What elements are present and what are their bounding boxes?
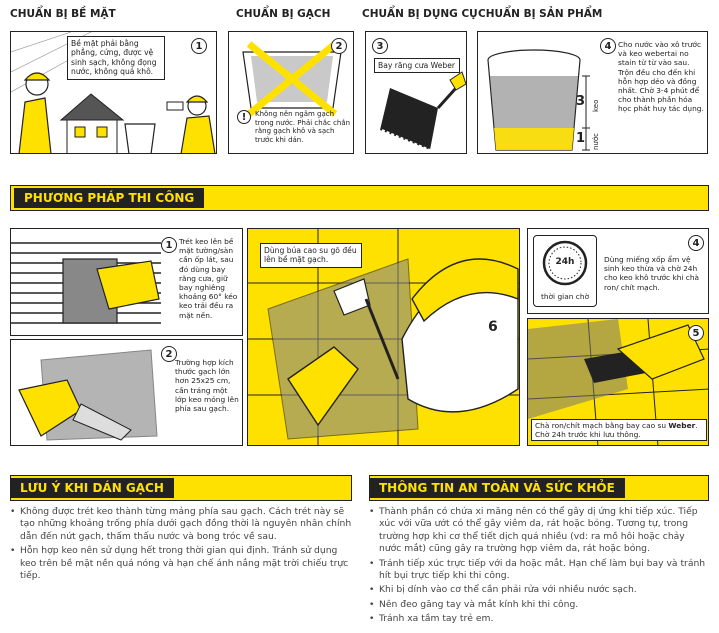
helmet-digit: 6 <box>488 319 498 335</box>
step2-note: Trường hợp kích thước gạch lớn hơn 25x25 cm, cần tráng một lớp keo mỏng lên phía sau gạch. <box>175 358 239 414</box>
step-number: 3 <box>372 38 388 54</box>
notes-list <box>10 506 352 584</box>
step-number: 4 <box>688 235 704 251</box>
method-step3-panel <box>247 228 520 446</box>
step-number: 5 <box>688 325 704 341</box>
list-item: • Tránh xa tầm tay trẻ em. <box>369 613 709 625</box>
warning-icon: ! <box>237 110 251 124</box>
notes-title: LƯU Ý KHI DÁN GẠCH <box>10 478 174 498</box>
brand-name: Weber <box>668 421 696 430</box>
step5-note-text: Chà ron/chít mạch bằng bay cao su <box>535 421 669 430</box>
header-tool-prep: CHUẨN BỊ DỤNG CỤ <box>362 8 478 20</box>
step-number: 1 <box>191 38 207 54</box>
clock-value: 24h <box>555 257 575 267</box>
method-title: PHƯƠNG PHÁP THI CÔNG <box>14 188 204 208</box>
step-number: 2 <box>331 38 347 54</box>
safety-list <box>369 506 709 628</box>
method-step5-panel <box>527 318 709 446</box>
header-product-prep: CHUẨN BỊ SẢN PHẨM <box>478 8 603 20</box>
step3-note: Dùng búa cao su gõ đều lên bề mặt gạch. <box>260 243 362 268</box>
step-number: 2 <box>161 346 177 362</box>
step5-note-end: . <box>695 421 698 430</box>
method-step4-panel <box>527 228 709 314</box>
tool-note: Bay răng cưa Weber <box>374 58 460 73</box>
header-surface-prep: CHUẨN BỊ BỀ MẶT <box>10 8 116 20</box>
method-step1-panel <box>10 228 243 336</box>
ratio-water: 1 <box>576 131 586 146</box>
method-step2-panel <box>10 339 243 446</box>
list-item: • Nên đeo găng tay và mắt kính khi thi công. <box>369 599 709 611</box>
prep-product-panel <box>477 31 708 154</box>
label-water: nước <box>592 132 600 150</box>
list-item: • Không được trét keo thành từng mảng phía sau gạch. Cách trét này sẽ tạo những khoảng trống phía dưới gạch đồng thời là nguyên nhân chính dẫn đến nứt gạch, thấm thấu nước và bong tróc về sau. <box>10 506 352 543</box>
prep-tile-panel <box>228 31 354 154</box>
prep-surface-panel <box>10 31 217 154</box>
clock-label: thời gian chờ <box>540 292 590 301</box>
header-tile-prep: CHUẨN BỊ GẠCH <box>236 8 331 20</box>
ratio-glue: 3 <box>576 94 586 109</box>
step4-note: Dùng miếng xốp ẩm vệ sinh keo thừa và chờ 24h cho keo khô trước khi chà ron/ chít mạch. <box>604 255 700 292</box>
list-item: • Khi bị dính vào cơ thể cần phải rửa với nhiều nước sạch. <box>369 584 709 596</box>
step1-note: Trét keo lên bề mặt tường/sàn cần ốp lát, sau đó dùng bay răng cưa, giữ bay nghiêng khoảng 60° kéo keo trải đều ra mặt nền. <box>179 237 238 320</box>
step5-wait-note: Chờ 24h trước khi lưu thông. <box>535 430 641 440</box>
tile-note: Không nên ngâm gạch trong nước. Phải chắc chắn rằng gạch khô và sạch trước khi dán. <box>255 110 351 144</box>
list-item: • Thành phần có chứa xi măng nên có thể gây dị ứng khi tiếp xúc. Tiếp xúc với vữa ướt có thể gây viêm da, rát hoặc bỏng. Tương tự, trong trường hợp khi cơ thể tiết dịch quá nhiều (vd: ra mồ hôi hoặc chảy nước mắt) cũng gây ra trường hợp viêm da, rát hoặc bỏng. <box>369 506 709 556</box>
prep-tool-panel <box>365 31 467 154</box>
label-glue: keo <box>592 99 600 112</box>
step5-note <box>531 419 707 441</box>
surface-note: Bề mặt phải bằng phẳng, cứng, được vệ sinh sạch, không đọng nước, không quá khô. <box>67 36 165 80</box>
safety-title: THÔNG TIN AN TOÀN VÀ SỨC KHỎE <box>369 478 625 498</box>
list-item: • Hỗn hợp keo nên sử dụng hết trong thời gian qui định. Tránh sử dụng keo trên bề mặt nền quá nóng và hạn chế ánh nắng mặt trời chiếu trực tiếp. <box>10 545 352 582</box>
step-number: 4 <box>600 38 616 54</box>
step-number: 1 <box>161 237 177 253</box>
list-item: • Tránh tiếp xúc trực tiếp với da hoặc mắt. Hạn chế làm bụi bay và tránh hít bụi trực tiếp khi thi công. <box>369 558 709 583</box>
product-note: Cho nước vào xô trước và keo webertai no stain từ từ vào sau. Trộn đều cho đến khi hỗn hợp dẻo và đồng nhất. Chờ 3-4 phút để cho thành phần hóa học phát huy tác dụng. <box>618 40 704 114</box>
